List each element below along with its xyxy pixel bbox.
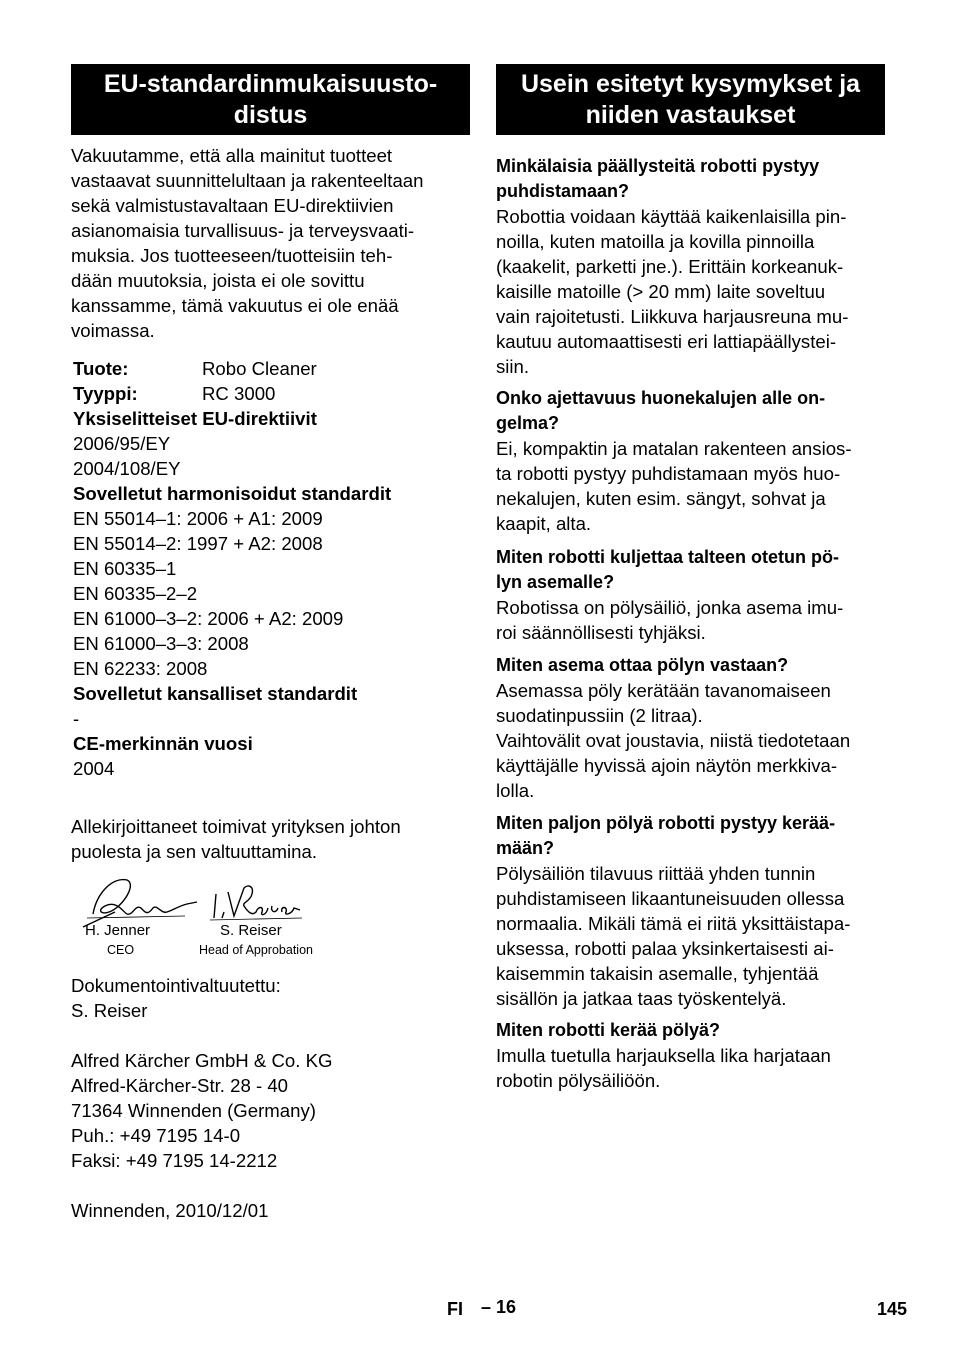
footer-page-number: 145	[877, 1299, 908, 1319]
signer1-name: H. Jenner	[85, 922, 151, 939]
question-line: Miten asema ottaa pölyn vastaan?	[496, 655, 789, 675]
faq-item	[496, 545, 896, 645]
question-line: lyn asemalle?	[496, 572, 615, 592]
answer-line: sisällön ja jatkaa taas työskentelyä.	[496, 988, 787, 1009]
answer-line: robotin pölysäiliöön.	[496, 1070, 661, 1091]
standard-item: EN 60335–1	[73, 558, 177, 579]
standard-item: EN 61000–3–2: 2006 + A2: 2009	[73, 608, 344, 629]
product-label: Tuote:	[73, 358, 129, 379]
ce-label: CE-merkinnän vuosi	[73, 733, 253, 754]
answer-line: ta robotti pystyy puhdistamaan myös huo-	[496, 463, 841, 484]
answer-line: suodatinpussiin (2 litraa).	[496, 705, 703, 726]
answer-line: Vaihtovälit ovat joustavia, niistä tiedotetaan	[496, 730, 851, 751]
type-value: RC 3000	[202, 383, 276, 404]
company-address	[71, 1048, 471, 1173]
answer-line: kaisille matoille (> 20 mm) laite soveltuu	[496, 281, 826, 302]
question-line: mään?	[496, 838, 555, 858]
text-line: puolesta ja sen valtuuttamina.	[71, 841, 318, 862]
text-line: vastaavat suunnittelultaan ja rakenteeltaan	[71, 170, 424, 191]
faq-question	[496, 154, 896, 204]
answer-line: Asemassa pöly kerätään tavanomaiseen	[496, 680, 831, 701]
answer-line: normaalia. Mikäli tämä ei riitä yksittäistapa-	[496, 913, 851, 934]
national-value: -	[73, 708, 80, 729]
standard-item: EN 55014–1: 2006 + A1: 2009	[73, 508, 323, 529]
question-line: Miten paljon pölyä robotti pystyy kerää-	[496, 813, 836, 833]
faq-question	[496, 653, 896, 678]
faq-answer	[496, 678, 896, 803]
faq-answer	[496, 436, 896, 536]
signed-statement	[71, 814, 471, 864]
directive-item: 2004/108/EY	[73, 458, 181, 479]
text-line: asianomaisia turvallisuus- ja terveysvaati-	[71, 220, 415, 241]
address-line: Puh.: +49 7195 14-0	[71, 1125, 241, 1146]
heading-line: EU-standardinmukaisuusto-	[103, 69, 438, 98]
standard-item: EN 60335–2–2	[73, 583, 198, 604]
heading-line: niiden vastaukset	[585, 100, 796, 129]
directive-item: 2006/95/EY	[73, 433, 171, 454]
answer-line: nekalujen, kuten esim. sängyt, sohvat ja	[496, 488, 826, 509]
faq-item	[496, 386, 896, 536]
heading-line: Usein esitetyt kysymykset ja	[520, 69, 861, 98]
text-line: kanssamme, tämä vakuutus ei ole enää	[71, 295, 399, 316]
question-line: Minkälaisia päällysteitä robotti pystyy	[496, 156, 820, 176]
answer-line: roi säännöllisesti tyhjäksi.	[496, 622, 706, 643]
doc-name: S. Reiser	[71, 1000, 148, 1021]
signer2-name: S. Reiser	[220, 922, 282, 939]
heading-line: distus	[233, 100, 308, 129]
text-line: Allekirjoittaneet toimivat yrityksen johton	[71, 816, 401, 837]
documentation-authority	[71, 973, 471, 1023]
answer-line: Ei, kompaktin ja matalan rakenteen ansios-	[496, 438, 852, 459]
address-line: Faksi: +49 7195 14-2212	[71, 1150, 278, 1171]
type-label: Tyyppi:	[73, 383, 138, 404]
question-line: Miten robotti kuljettaa talteen otetun pö-	[496, 547, 839, 567]
faq-question	[496, 1018, 896, 1043]
address-line: Alfred-Kärcher-Str. 28 - 40	[71, 1075, 289, 1096]
answer-line: puhdistamiseen likaantuneisuuden ollessa	[496, 888, 845, 909]
answer-line: käyttäjälle hyvissä ajoin näytön merkkiva-	[496, 755, 838, 776]
text-line: muksia. Jos tuotteeseen/tuotteisiin teh-	[71, 245, 393, 266]
text-line: voimassa.	[71, 320, 155, 341]
product-row	[73, 356, 473, 381]
footer-section-page: – 16	[481, 1297, 517, 1317]
answer-line: noilla, kuten matoilla ja kovilla pinnoilla	[496, 231, 815, 252]
faq-answer	[496, 1043, 896, 1093]
doc-label: Dokumentointivaltuutettu:	[71, 975, 281, 996]
question-line: Miten robotti kerää pölyä?	[496, 1020, 721, 1040]
faq-question	[496, 545, 896, 595]
answer-line: Robotissa on pölysäiliö, jonka asema imu-	[496, 597, 844, 618]
answer-line: Pölysäiliön tilavuus riittää yhden tunnin	[496, 863, 816, 884]
text-line: dään muutoksia, joista ei ole sovittu	[71, 270, 365, 291]
type-row	[73, 381, 473, 406]
declaration-intro	[71, 143, 471, 343]
text-line: Vakuutamme, että alla mainitut tuotteet	[71, 145, 393, 166]
answer-line: kaapit, alta.	[496, 513, 592, 534]
faq-item	[496, 1018, 896, 1093]
address-line: Alfred Kärcher GmbH & Co. KG	[71, 1050, 333, 1071]
question-line: puhdistamaan?	[496, 181, 630, 201]
answer-line: Imulla tuetulla harjauksella lika harjataan	[496, 1045, 831, 1066]
question-line: Onko ajettavuus huonekalujen alle on-	[496, 388, 826, 408]
directives-label: Yksiselitteiset EU-direktiivit	[73, 408, 317, 429]
faq-item	[496, 653, 896, 803]
product-value: Robo Cleaner	[202, 358, 317, 379]
standard-item: EN 61000–3–3: 2008	[73, 633, 249, 654]
faq-heading	[496, 64, 885, 135]
faq-question	[496, 386, 896, 436]
standard-item: EN 55014–2: 1997 + A2: 2008	[73, 533, 323, 554]
answer-line: lolla.	[496, 780, 535, 801]
signer1-role: CEO	[107, 943, 135, 957]
text-line: sekä valmistustavaltaan EU-direktiivien	[71, 195, 394, 216]
signer2-role: Head of Approbation	[199, 943, 313, 957]
faq-question	[496, 811, 896, 861]
harmonised-label: Sovelletut harmonisoidut standardit	[73, 483, 392, 504]
place-date: Winnenden, 2010/12/01	[71, 1200, 269, 1221]
declaration-heading	[71, 64, 470, 135]
ce-value: 2004	[73, 758, 115, 779]
question-line: gelma?	[496, 413, 560, 433]
faq-answer	[496, 204, 896, 379]
answer-line: vain rajoitetusti. Liikkuva harjausreuna mu-	[496, 306, 849, 327]
answer-line: (kaakelit, parketti jne.). Erittäin korkeanuk-	[496, 256, 844, 277]
faq-answer	[496, 595, 896, 645]
faq-item	[496, 154, 896, 379]
answer-line: uksessa, robotti palaa yksinkertaisesti ai-	[496, 938, 834, 959]
standard-item: EN 62233: 2008	[73, 658, 208, 679]
answer-line: Robottia voidaan käyttää kaikenlaisilla pin-	[496, 206, 847, 227]
answer-line: kaisemmin takaisin asemalle, tyhjentää	[496, 963, 819, 984]
faq-answer	[496, 861, 896, 1011]
national-label: Sovelletut kansalliset standardit	[73, 683, 358, 704]
product-details	[73, 356, 473, 781]
footer-language: FI	[447, 1299, 463, 1319]
faq-item	[496, 811, 896, 1011]
address-line: 71364 Winnenden (Germany)	[71, 1100, 316, 1121]
signature-reiser	[208, 880, 308, 925]
answer-line: kautuu automaattisesti eri lattiapäällystei-	[496, 331, 837, 352]
answer-line: siin.	[496, 356, 530, 377]
